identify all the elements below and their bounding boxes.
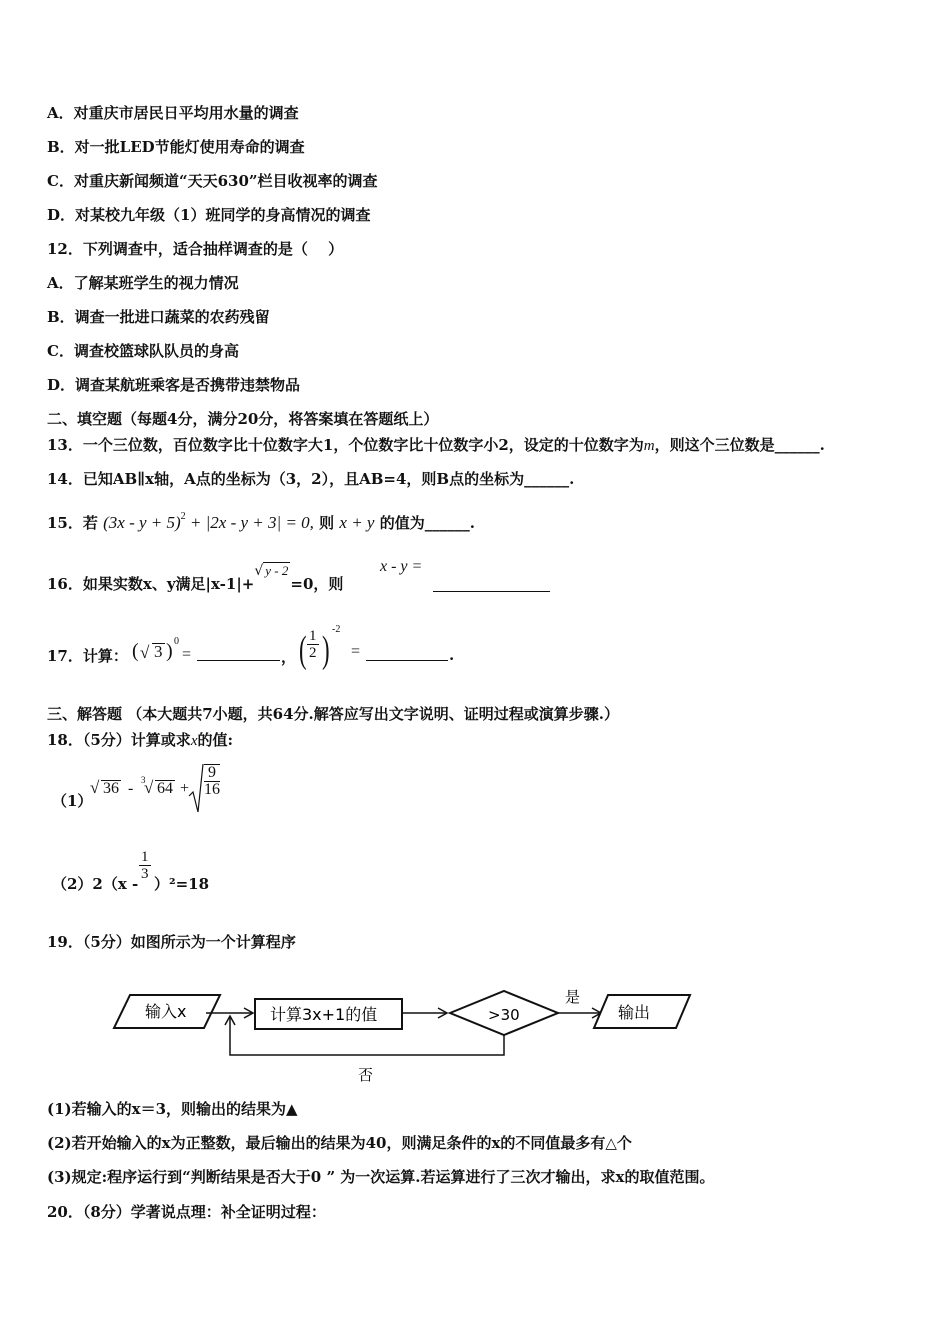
q18-p1-radical-b-icon: √ bbox=[144, 778, 154, 797]
q13-var: m bbox=[643, 438, 655, 454]
q17-paren-left-2: ( bbox=[299, 629, 307, 671]
q12-option-c: C．调查校篮球队队员的身高 bbox=[47, 342, 239, 360]
flow-output-label: 输出 bbox=[618, 1003, 651, 1022]
q19-sub3: (3)规定:程序运行到“判断结果是否大于0 ” 为一次运算.若运算进行了三次才输出，求x的取值范围。 bbox=[47, 1168, 715, 1186]
q18-p1-fraction bbox=[204, 764, 220, 798]
q17-end: . bbox=[449, 646, 455, 664]
q17-answer-blank-1 bbox=[197, 646, 280, 661]
q17-fraction-num: 1 bbox=[309, 628, 317, 644]
q15-mid: 则 bbox=[319, 514, 335, 532]
q13 bbox=[47, 435, 825, 456]
q17-radicand: 3 bbox=[154, 642, 163, 661]
section-3-heading: 三、解答题 （本大题共7小题，共64分.解答应写出文字说明、证明过程或演算步骤.） bbox=[47, 705, 619, 723]
q17-answer-blank-2 bbox=[366, 646, 448, 661]
q18-p1-root-index: 3 bbox=[141, 775, 146, 785]
q18-p1-fraction-den: 16 bbox=[204, 781, 220, 798]
q16 bbox=[47, 563, 344, 595]
q18-p1-fraction-num: 9 bbox=[204, 765, 220, 782]
flow-compute-label: 计算3x+1的值 bbox=[270, 1005, 378, 1024]
q18-var: x bbox=[190, 733, 198, 749]
q16-radical-icon: √ bbox=[254, 563, 264, 579]
q13-post: ，则这个三位数是______. bbox=[654, 436, 825, 454]
q15-pre: 15．若 bbox=[47, 514, 98, 532]
q17-paren-right-1: ) bbox=[166, 640, 173, 662]
q19-sub1: (1)若输入的x＝3，则输出的结果为▲ bbox=[47, 1100, 298, 1118]
flow-no-label: 否 bbox=[358, 1066, 374, 1084]
q17-eq-2: = bbox=[351, 643, 361, 660]
q13-pre: 13．一个三位数，百位数字比十位数字大1，个位数字比十位数字小2，设定的十位数字为 bbox=[47, 436, 644, 454]
q11-option-b: B．对一批LED节能灯使用寿命的调查 bbox=[47, 138, 305, 156]
q16-expr: x - y = bbox=[380, 558, 423, 575]
section-2-heading: 二、填空题（每题4分，满分20分，将答案填在答题纸上） bbox=[47, 410, 439, 428]
q17-exponent-0: 0 bbox=[174, 636, 179, 647]
flow-input-label: 输入x bbox=[145, 1002, 187, 1021]
q11-option-d: D．对某校九年级（1）班同学的身高情况的调查 bbox=[47, 206, 371, 224]
q17-exponent-neg2: -2 bbox=[332, 624, 341, 635]
q14: 14．已知AB∥x轴，A点的坐标为（3，2），且AB=4，则B点的坐标为______. bbox=[47, 470, 575, 488]
q18-part2-label: （2）2（x - bbox=[52, 875, 139, 893]
q15-expr3: x + y bbox=[339, 513, 375, 532]
q20-stem: 20．（8分）学著说点理：补全证明过程： bbox=[47, 1203, 326, 1221]
q18-p2-fraction bbox=[139, 849, 151, 882]
q17-fraction bbox=[307, 628, 319, 661]
q15-exponent: 2 bbox=[180, 511, 186, 522]
q18-p1-radicand-a: 36 bbox=[103, 780, 119, 797]
q16-radicand: y - 2 bbox=[265, 563, 289, 578]
q18-p1-radicand-b: 64 bbox=[157, 780, 173, 797]
q17-eq-1: = bbox=[182, 646, 192, 663]
q16-mid: =0，则 bbox=[290, 575, 344, 593]
q17-comma: ， bbox=[281, 648, 297, 666]
q18-p2-fraction-den: 3 bbox=[141, 866, 149, 882]
q19-stem: 19．（5分）如图所示为一个计算程序 bbox=[47, 933, 296, 951]
q16-answer-blank bbox=[433, 577, 550, 592]
q17-radical-icon: √ bbox=[140, 643, 150, 662]
q17-pre: 17．计算： bbox=[47, 647, 128, 665]
q18-part2-end: ）²=18 bbox=[154, 875, 210, 893]
q12-option-d: D．调查某航班乘客是否携带违禁物品 bbox=[47, 376, 301, 394]
q11-option-a: A．对重庆市居民日平均用水量的调查 bbox=[47, 104, 299, 122]
flowchart bbox=[110, 985, 700, 1085]
q18-p2-fraction-num: 1 bbox=[141, 849, 149, 865]
q18-part1-label: （1） bbox=[52, 792, 93, 810]
q18-stem bbox=[47, 730, 233, 751]
q18-stem-end: 的值: bbox=[197, 731, 234, 749]
flow-yes-label: 是 bbox=[565, 988, 581, 1006]
q19-sub2: (2)若开始输入的x为正整数，最后输出的结果为40，则满足条件的x的不同值最多有△个 bbox=[47, 1134, 632, 1152]
q18-stem-text: 18．（5分）计算或求 bbox=[47, 731, 191, 749]
q15-expr1: (3x - y + 5) bbox=[103, 513, 181, 532]
q17-paren-left-1: ( bbox=[132, 640, 139, 662]
q11-option-c: C．对重庆新闻频道“天天630”栏目收视率的调查 bbox=[47, 172, 378, 190]
q12-option-a: A．了解某班学生的视力情况 bbox=[47, 274, 239, 292]
q17-fraction-den: 2 bbox=[309, 645, 317, 661]
q18-p1-radical-a-icon: √ bbox=[90, 778, 100, 797]
q15 bbox=[47, 513, 475, 536]
q12-stem: 12．下列调查中，适合抽样调查的是（ ） bbox=[47, 240, 344, 258]
q18-p1-big-radical-icon bbox=[188, 762, 204, 814]
q18-p1-minus: - bbox=[124, 780, 138, 797]
flow-decision-label: >30 bbox=[488, 1006, 520, 1024]
q16-pre: 16．如果实数x、y满足|x-1|+ bbox=[47, 575, 255, 593]
q15-expr2: + |2x - y + 3| = 0, bbox=[185, 513, 314, 532]
q12-option-b: B．调查一批进口蔬菜的农药残留 bbox=[47, 308, 270, 326]
q18-p1-plus: + bbox=[176, 780, 194, 797]
q15-post: 的值为______. bbox=[379, 514, 475, 532]
q17-paren-right-2: ) bbox=[322, 629, 330, 671]
